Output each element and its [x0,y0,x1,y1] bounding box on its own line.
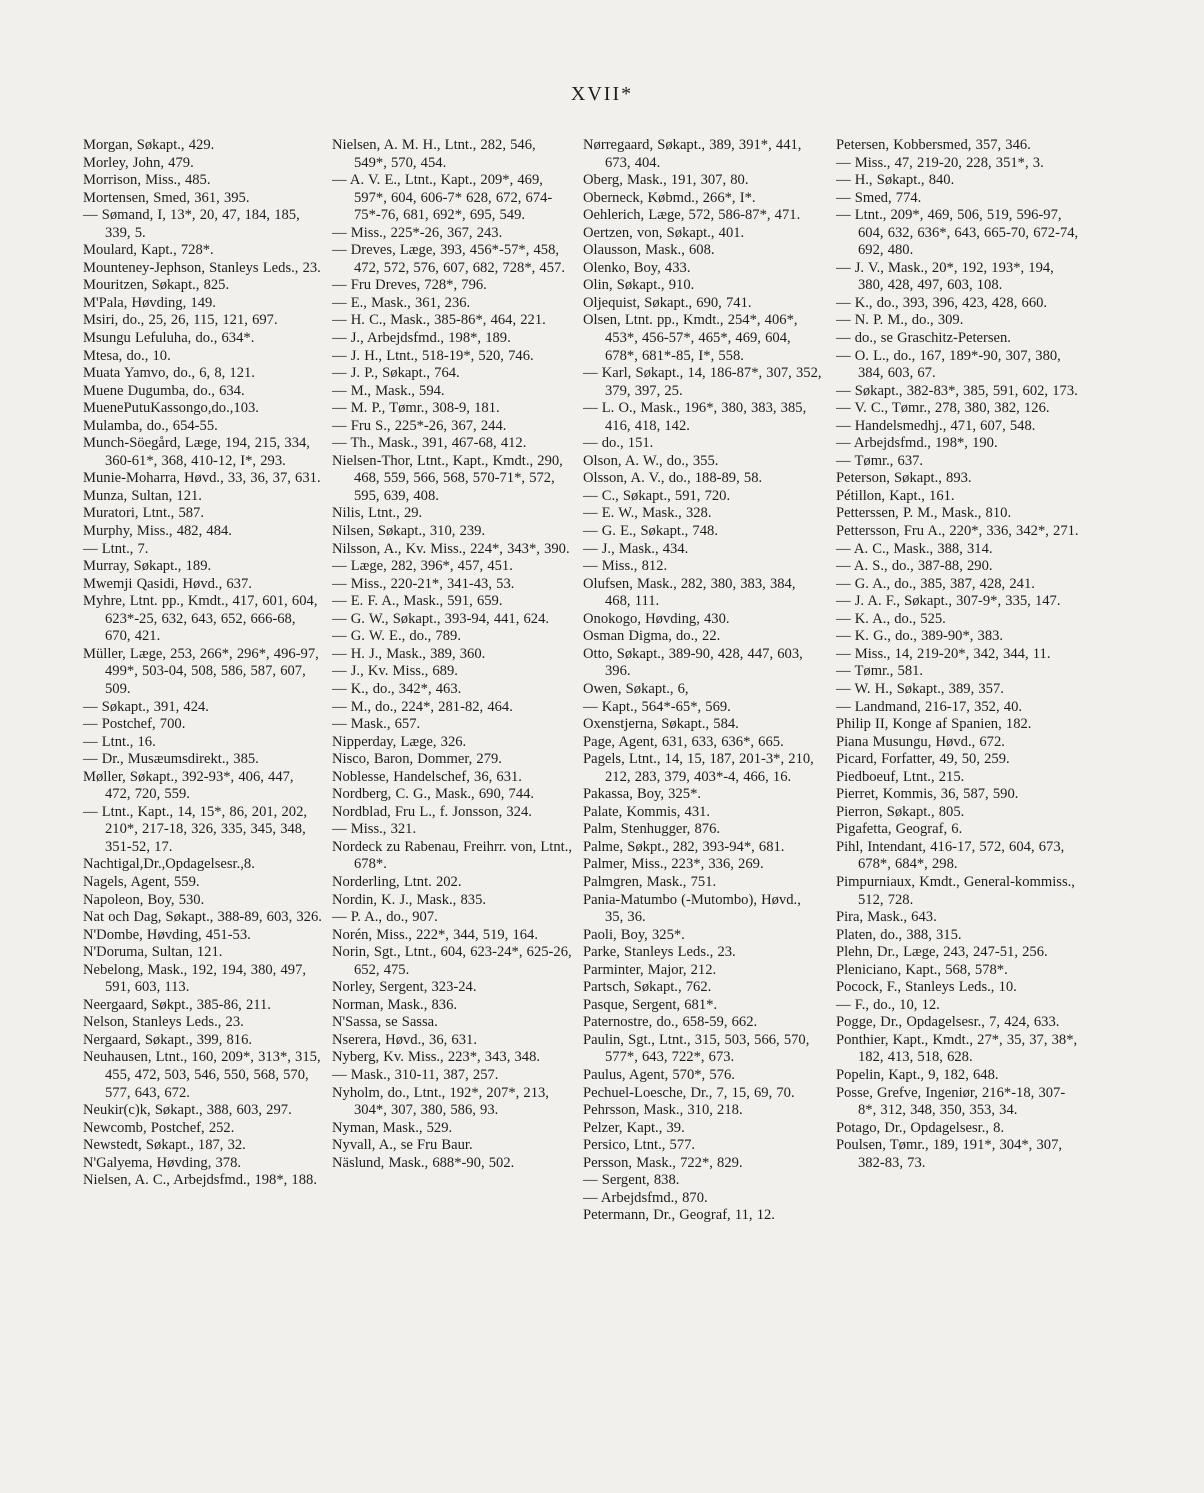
index-entry: — E., Mask., 361, 236. [332,294,471,311]
index-entry: Nielsen, A. M. H., Ltnt., 282, 546, 549*, 570, 454. [332,137,536,171]
index-entry: — Miss., 812. [583,558,668,575]
index-entry: Pechuel-Loesche, Dr., 7, 15, 69, 70. [583,1084,795,1101]
index-entry: Olsen, Ltnt. pp., Kmdt., 254*, 406*, 453*, 456-57*, 465*, 469, 604, 678*, 681*-85, I*, 558. [583,312,798,364]
index-entry: — J., Mask., 434. [583,540,689,557]
index-entry: Popelin, Kapt., 9, 182, 648. [836,1066,999,1083]
index-entry: Mtesa, do., 10. [83,347,171,364]
index-entry: Pihl, Intendant, 416-17, 572, 604, 673, 678*, 684*, 298. [836,838,1065,873]
index-entry: Parke, Stanleys Leds., 23. [583,944,736,961]
index-entry: — G. A., do., 385, 387, 428, 241. [836,575,1035,592]
index-entry: Munza, Sultan, 121. [83,487,202,504]
index-column-1 [83,137,323,1190]
index-entry: Poulsen, Tømr., 189, 191*, 304*, 307, 382-83, 73. [836,1137,1063,1171]
index-entry: Palme, Søkpt., 282, 393-94*, 681. [583,838,785,855]
index-entry: Mouritzen, Søkapt., 825. [83,277,230,294]
index-entry: N'Doruma, Sultan, 121. [83,944,223,961]
index-entry: — Arbejdsfmd., 198*, 190. [836,435,998,452]
index-entry: Persico, Ltnt., 577. [583,1137,696,1154]
index-entry: Pira, Mask., 643. [836,909,937,926]
index-entry: — Miss., 225*-26, 367, 243. [332,224,503,241]
index-entry: Picard, Forfatter, 49, 50, 259. [836,751,1010,768]
index-entry: — K. G., do., 389-90*, 383. [836,628,1004,645]
index-entry: Noblesse, Handelschef, 36, 631. [332,768,522,785]
index-entry: — Th., Mask., 391, 467-68, 412. [332,435,527,452]
index-entry: — do., 151. [583,435,654,452]
index-entry: Møller, Søkapt., 392-93*, 406, 447, 472, 720, 559. [83,768,294,803]
index-entry: — E. F. A., Mask., 591, 659. [332,593,503,610]
index-entry: — Handelsmedhj., 471, 607, 548. [836,417,1036,434]
index-entry: Olenko, Boy, 433. [583,259,691,276]
page-number: XVII* [570,83,634,105]
index-entry: — A. C., Mask., 388, 314. [836,540,993,557]
index-entry: Nisco, Baron, Dommer, 279. [332,751,502,768]
index-entry: — L. O., Mask., 196*, 380, 383, 385, 416, 418, 142. [583,400,807,434]
index-entry: Palmgren, Mask., 751. [583,873,717,890]
index-entry: Oberneck, Købmd., 266*, I*. [583,189,756,206]
index-entry: — Mask., 657. [332,716,421,733]
index-entry: Pania-Matumbo (-Mutombo), Høvd., 35, 36. [583,891,801,926]
index-entry: — V. C., Tømr., 278, 380, 382, 126. [836,400,1050,417]
index-entry: — M., do., 224*, 281-82, 464. [332,698,513,715]
index-column-2 [332,137,572,1172]
index-entry: — K. A., do., 525. [836,610,946,627]
index-entry: Oljequist, Søkapt., 690, 741. [583,294,752,311]
index-entry: Olson, A. W., do., 355. [583,452,719,469]
index-entry: Paternostre, do., 658-59, 662. [583,1014,758,1031]
index-entry: Pierron, Søkapt., 805. [836,803,965,820]
index-entry: — J. P., Søkapt., 764. [332,365,460,382]
index-entry: — J. V., Mask., 20*, 192, 193*, 194, 380, 428, 497, 603, 108. [836,259,1054,294]
index-entry: Newstedt, Søkapt., 187, 32. [83,1137,246,1154]
index-entry: — G. E., Søkapt., 748. [583,523,718,540]
index-entry: Platen, do., 388, 315. [836,926,962,943]
index-entry: Napoleon, Boy, 530. [83,891,205,908]
index-entry: Norin, Sgt., Ltnt., 604, 623-24*, 625-26, 652, 475. [332,944,572,978]
index-entry: — N. P. M., do., 309. [836,312,964,329]
index-entry: Philip II, Konge af Spanien, 182. [836,716,1032,733]
index-entry: Muratori, Ltnt., 587. [83,505,204,522]
index-entry: — Miss., 14, 219-20*, 342, 344, 11. [836,645,1051,662]
index-entry: Oxenstjerna, Søkapt., 584. [583,716,739,733]
index-entry: Neergaard, Søkpt., 385-86, 211. [83,996,271,1013]
index-entry: Nebelong, Mask., 192, 194, 380, 497, 591, 603, 113. [83,961,307,996]
index-entry: Nachtigal,Dr.,Opdagelsesr.,8. [83,856,255,873]
index-entry: — M. P., Tømr., 308-9, 181. [332,400,500,417]
index-entry: — Dreves, Læge, 393, 456*-57*, 458, 472, 572, 576, 607, 682, 728*, 457. [332,242,565,276]
index-entry: Nergaard, Søkapt., 399, 816. [83,1031,253,1048]
index-entry: Pagels, Ltnt., 14, 15, 187, 201-3*, 210, 212, 283, 379, 403*-4, 466, 16. [583,751,814,785]
index-entry: — do., se Graschitz-Petersen. [836,330,1011,347]
index-entry: MuenePutuKassongo,do.,103. [83,400,259,417]
index-entry: Murray, Søkapt., 189. [83,558,212,575]
index-entry: — Ltnt., 7. [83,540,149,557]
index-entry: — Sergent, 838. [583,1172,680,1189]
index-entry: Nagels, Agent, 559. [83,873,200,890]
index-entry: Petterssen, P. M., Mask., 810. [836,505,1012,522]
index-column-4 [836,137,1081,1172]
index-entry: Mortensen, Smed, 361, 395. [83,189,250,206]
index-entry: — J., Arbejdsfmd., 198*, 189. [332,330,511,347]
index-entry: — Postchef, 700. [83,716,186,733]
index-entry: Peterson, Søkapt., 893. [836,470,972,487]
index-entry: N'Dombe, Høvding, 451-53. [83,926,251,943]
index-entry: Oertzen, von, Søkapt., 401. [583,224,745,241]
index-column-3 [583,137,823,1225]
index-entry: — M., Mask., 594. [332,382,445,399]
index-entry: Msungu Lefuluha, do., 634*. [83,330,255,347]
index-entry: Olsson, A. V., do., 188-89, 58. [583,470,763,487]
index-entry: — K., do., 342*, 463. [332,680,462,697]
index-entry: Norderling, Ltnt. 202. [332,873,462,890]
index-entry: Paulin, Sgt., Ltnt., 315, 503, 566, 570, 577*, 643, 722*, 673. [583,1031,810,1066]
index-entry: — A. V. E., Ltnt., Kapt., 209*, 469, 597*, 604, 606-7* 628, 672, 674-75*-76, 681, 692*, 695, 549. [332,172,553,224]
index-entry: — O. L., do., 167, 189*-90, 307, 380, 384, 603, 67. [836,347,1061,382]
index-entry: Msiri, do., 25, 26, 115, 121, 697. [83,312,278,329]
index-entry: Nyholm, do., Ltnt., 192*, 207*, 213, 304*, 307, 380, 586, 93. [332,1084,549,1119]
index-entry: — Miss., 220-21*, 341-43, 53. [332,575,515,592]
index-entry: Palm, Stenhugger, 876. [583,821,721,838]
index-entry: — Miss., 47, 219-20, 228, 351*, 3. [836,154,1044,171]
index-entry: Nielsen, A. C., Arbejdsfmd., 198*, 188. [83,1172,317,1189]
index-entry: — G. W., Søkapt., 393-94, 441, 624. [332,610,550,627]
index-entry: Olausson, Mask., 608. [583,242,715,259]
index-entry: — Arbejdsfmd., 870. [583,1189,708,1206]
index-entry: Pasque, Sergent, 681*. [583,996,718,1013]
index-entry: Palate, Kommis, 431. [583,803,711,820]
index-entry: Nordberg, C. G., Mask., 690, 744. [332,786,535,803]
index-entry: Myhre, Ltnt. pp., Kmdt., 417, 601, 604, 623*-25, 632, 643, 652, 666-68, 670, 421. [83,593,318,645]
index-entry: Oehlerich, Læge, 572, 586-87*, 471. [583,207,801,224]
index-entry: Olufsen, Mask., 282, 380, 383, 384, 468, 111. [583,575,796,610]
index-entry: Morley, John, 479. [83,154,194,171]
index-entry: Morrison, Miss., 485. [83,172,211,189]
index-entry: Piana Musungu, Høvd., 672. [836,733,1005,750]
index-entry: — Søkapt., 391, 424. [83,698,209,715]
index-entry: — Søkapt., 382-83*, 385, 591, 602, 173. [836,382,1078,399]
index-entry: — C., Søkapt., 591, 720. [583,487,731,504]
index-entry: Mounteney-Jephson, Stanleys Leds., 23. [83,259,321,276]
index-entry: Neukir(c)k, Søkapt., 388, 603, 297. [83,1102,292,1119]
index-entry: — Tømr., 637. [836,452,924,469]
index-entry: — Karl, Søkapt., 14, 186-87*, 307, 352, 379, 397, 25. [583,365,822,399]
index-entry: Mulamba, do., 654-55. [83,417,218,434]
index-entry: Osman Digma, do., 22. [583,628,721,645]
index-entry: Nelson, Stanleys Leds., 23. [83,1014,244,1031]
index-entry: Pimpurniaux, Kmdt., General-kommiss., 512, 728. [836,873,1075,908]
index-entry: Pakassa, Boy, 325*. [583,786,702,803]
index-entry: — Miss., 321. [332,821,417,838]
index-entry: Olin, Søkapt., 910. [583,277,695,294]
index-entry: Pigafetta, Geograf, 6. [836,821,963,838]
index-entry: — J. A. F., Søkapt., 307-9*, 335, 147. [836,593,1061,610]
index-entry: — Tømr., 581. [836,663,924,680]
index-entry: Murphy, Miss., 482, 484. [83,523,232,540]
index-entry: Nyvall, A., se Fru Baur. [332,1137,473,1154]
index-entry: — J. H., Ltnt., 518-19*, 520, 746. [332,347,534,364]
index-entry: Nat och Dag, Søkapt., 388-89, 603, 326. [83,909,322,926]
index-entry: Morgan, Søkapt., 429. [83,137,215,153]
index-entry: Parminter, Major, 212. [583,961,717,978]
index-entry: Nielsen-Thor, Ltnt., Kapt., Kmdt., 290, 468, 559, 566, 568, 570-71*, 572, 595, 639, 408. [332,452,563,504]
index-entry: Persson, Mask., 722*, 829. [583,1154,743,1171]
index-entry: Nordeck zu Rabenau, Freihrr. von, Ltnt., 678*. [332,838,572,873]
index-entry: Neuhausen, Ltnt., 160, 209*, 313*, 315, 455, 472, 503, 546, 550, 568, 570, 577, 643, 672. [83,1049,321,1101]
index-entry: Pelzer, Kapt., 39. [583,1119,685,1136]
index-entry: Nipperday, Læge, 326. [332,733,467,750]
index-entry: Partsch, Søkapt., 762. [583,979,712,996]
index-entry: — Landmand, 216-17, 352, 40. [836,698,1023,715]
index-entry: Plehn, Dr., Læge, 243, 247-51, 256. [836,944,1048,961]
index-entry: N'Galyema, Høvding, 378. [83,1154,242,1171]
index-entry: Nilsen, Søkapt., 310, 239. [332,523,486,540]
index-entry: Otto, Søkapt., 389-90, 428, 447, 603, 396. [583,645,803,680]
index-entry: Nordblad, Fru L., f. Jonsson, 324. [332,803,532,820]
index-entry: Nyman, Mask., 529. [332,1119,453,1136]
index-entry: — H. C., Mask., 385-86*, 464, 221. [332,312,546,329]
index-entry: — Fru S., 225*-26, 367, 244. [332,417,507,434]
index-entry: — Smed, 774. [836,189,922,206]
index-entry: — Dr., Musæumsdirekt., 385. [83,751,259,768]
index-entry: Paulus, Agent, 570*, 576. [583,1066,735,1083]
index-entry: — Ltnt., 209*, 469, 506, 519, 596-97, 604, 632, 636*, 643, 665-70, 672-74, 692, 480. [836,207,1079,259]
index-entry: — Kapt., 564*-65*, 569. [583,698,731,715]
index-entry: Potago, Dr., Opdagelsesr., 8. [836,1119,1005,1136]
index-entry: Petersen, Kobbersmed, 357, 346. [836,137,1031,153]
index-entry: — K., do., 393, 396, 423, 428, 660. [836,294,1048,311]
index-entry: — Ltnt., 16. [83,733,156,750]
index-entry: Ponthier, Kapt., Kmdt., 27*, 35, 37, 38*, 182, 413, 518, 628. [836,1031,1078,1066]
index-entry: Moulard, Kapt., 728*. [83,242,214,259]
index-entry: Nordin, K. J., Mask., 835. [332,891,487,908]
index-entry: Nserera, Høvd., 36, 631. [332,1031,477,1048]
index-entry: — Mask., 310-11, 387, 257. [332,1066,499,1083]
index-entry: Mwemji Qasidi, Høvd., 637. [83,575,252,592]
index-entry: Owen, Søkapt., 6, [583,680,689,697]
index-entry: Näslund, Mask., 688*-90, 502. [332,1154,515,1171]
index-entry: Muene Dugumba, do., 634. [83,382,245,399]
index-entry: N'Sassa, se Sassa. [332,1014,438,1031]
index-entry: — Læge, 282, 396*, 457, 451. [332,558,513,575]
index-entry: Newcomb, Postchef, 252. [83,1119,235,1136]
index-entry: Muata Yamvo, do., 6, 8, 121. [83,365,255,382]
index-entry: Nilis, Ltnt., 29. [332,505,423,522]
index-entry: Nilsson, A., Kv. Miss., 224*, 343*, 390. [332,540,570,557]
index-entry: — P. A., do., 907. [332,909,438,926]
index-entry: Norley, Sergent, 323-24. [332,979,477,996]
index-entry: — E. W., Mask., 328. [583,505,712,522]
index-entry: — G. W. E., do., 789. [332,628,461,645]
index-entry: Pierret, Kommis, 36, 587, 590. [836,786,1019,803]
index-entry: Norman, Mask., 836. [332,996,458,1013]
index-entry: — W. H., Søkapt., 389, 357. [836,680,1004,697]
index-entry: Munch-Söegård, Læge, 194, 215, 334, 360-61*, 368, 410-12, I*, 293. [83,435,310,469]
index-entry: Pogge, Dr., Opdagelsesr., 7, 424, 633. [836,1014,1060,1031]
index-entry: — J., Kv. Miss., 689. [332,663,458,680]
index-entry: Posse, Grefve, Ingeniør, 216*-18, 307-8*, 312, 348, 350, 353, 34. [836,1084,1066,1119]
index-entry: Page, Agent, 631, 633, 636*, 665. [583,733,784,750]
index-entry: Petermann, Dr., Geograf, 11, 12. [583,1207,775,1224]
index-entry: — F., do., 10, 12. [836,996,940,1013]
index-entry: Pleniciano, Kapt., 568, 578*. [836,961,1008,978]
index-entry: — Fru Dreves, 728*, 796. [332,277,487,294]
index-entry: Piedboeuf, Ltnt., 215. [836,768,965,785]
index-entry: Norén, Miss., 222*, 344, 519, 164. [332,926,539,943]
index-entry: — A. S., do., 387-88, 290. [836,558,993,575]
index-entry: — Sømand, I, 13*, 20, 47, 184, 185, 339, 5. [83,207,300,241]
index-entry: Onokogo, Høvding, 430. [583,610,730,627]
index-entry: Oberg, Mask., 191, 307, 80. [583,172,749,189]
index-entry: — Ltnt., Kapt., 14, 15*, 86, 201, 202, 210*, 217-18, 326, 335, 345, 348, 351-52, 17. [83,803,308,855]
index-entry: Munie-Moharra, Høvd., 33, 36, 37, 631. [83,470,321,487]
index-entry: Nyberg, Kv. Miss., 223*, 343, 348. [332,1049,541,1066]
index-entry: Nørregaard, Søkapt., 389, 391*, 441, 673, 404. [583,137,802,171]
index-entry: M'Pala, Høvding, 149. [83,294,216,311]
index-entry: Pétillon, Kapt., 161. [836,487,955,504]
index-entry: Müller, Læge, 253, 266*, 296*, 496-97, 499*, 503-04, 508, 586, 587, 607, 509. [83,645,319,697]
index-entry: Palmer, Miss., 223*, 336, 269. [583,856,764,873]
index-entry: Pocock, F., Stanleys Leds., 10. [836,979,1017,996]
index-entry: — H., Søkapt., 840. [836,172,955,189]
index-entry: Paoli, Boy, 325*. [583,926,685,943]
index-entry: Pehrsson, Mask., 310, 218. [583,1102,743,1119]
index-entry: Pettersson, Fru A., 220*, 336, 342*, 271. [836,523,1079,540]
index-entry: — H. J., Mask., 389, 360. [332,645,486,662]
